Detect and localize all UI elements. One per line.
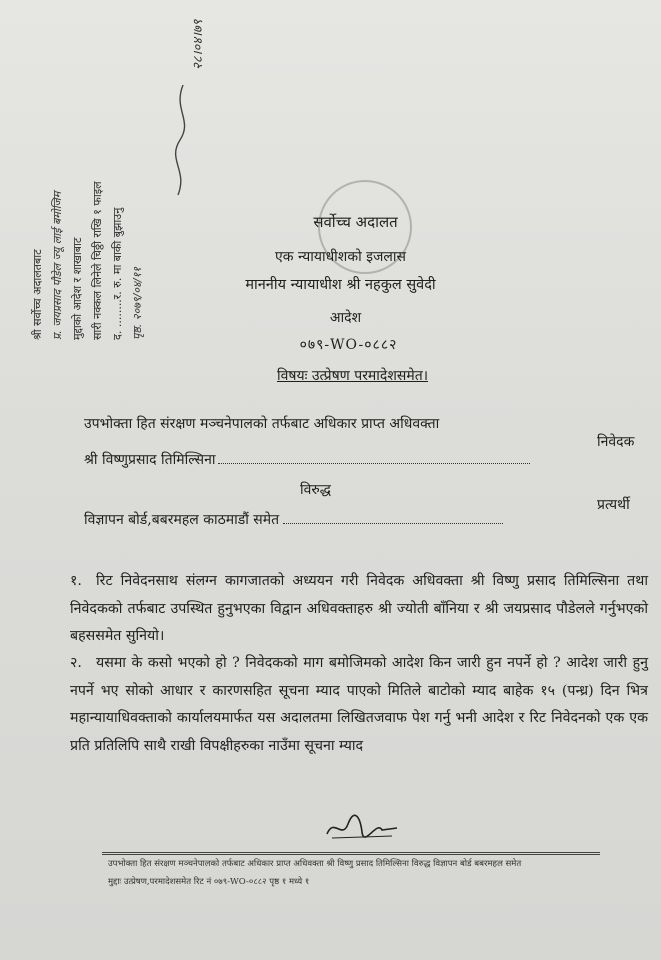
respondent-line (84, 510, 503, 529)
stamp-date: २८।०४।७९ (191, 19, 206, 70)
bench-title: एक न्यायाधीशको इजलास (275, 249, 406, 265)
petitioner-role: निवेदक (597, 434, 635, 450)
petitioner-line-1: उपभोक्ता हित संरक्षण मञ्चनेपालको तर्फबाट अधिकार प्राप्त अधिवक्ता (84, 416, 440, 432)
versus-label: विरुद्ध (300, 482, 331, 498)
dotted-leader (283, 523, 503, 524)
paragraph-text: रिट निवेदनसाथ संलग्न कागजातको अध्ययन गरी निवेदक अधिवक्ता श्री विष्णु प्रसाद तिमिल्सिना तथा निवेदकको तर्फबाट उपस्थित हुनुभएका विद्वान अधिवक्ताहरु श्री ज्योती बाँनिया र श्री जयप्रसाद पौडेलले गर्नुभएको बहससमेत सुनियो। (70, 573, 648, 644)
paragraph-number: २. (70, 655, 82, 671)
footer-line-1: उपभोक्ता हित संरक्षण मञ्चनेपालको तर्फबाट अधिकार प्राप्त अधिवक्ता श्री विष्णु प्रसाद तिमिल्सिना विरुद्ध विज्ञापन बोर्ड बबरमहल समेत (108, 859, 522, 869)
court-name: सर्वोच्च अदालत (313, 213, 398, 231)
dotted-leader (218, 463, 530, 464)
paragraph-2 (70, 650, 648, 760)
stamp-signature-icon (168, 80, 198, 200)
stamp-line-4: द. ........र. रु. मा बाकी बुझाउनु (111, 207, 124, 340)
footer-line-2: मुद्दाः उत्प्रेषण,परमादेशसमेत रिट नं ०७९-WO-०८८२ पृष्ठ १ मध्ये १ (108, 877, 310, 887)
order-title: आदेश (329, 310, 362, 326)
paragraph-text: यसमा के कसो भएको हो ? निवेदकको माग बमोजिमको आदेश किन जारी हुन नपर्ने हो ? आदेश जारी हुनु नपर्ने भए सोको आधार र कारणसहित सूचना म्याद पाएको मितिले बाटोको म्याद बाहेक १५ (पन्ध्र) दिन भित्र महान्यायाधिवक्ताको कार्यालयमार्फत यस अदालतमा लिखितजवाफ पेश गर्नु भनी आदेश र रिट निवेदनको एक एक प्रति प्रतिलिपि साथै राखी विपक्षीहरुका नाउँमा सूचना म्याद (70, 655, 648, 754)
paragraph-1 (70, 568, 648, 651)
judge-name: माननीय न्यायाधीश श्री नहकुल सुवेदी (245, 277, 436, 293)
respondent-role: प्रत्यर्थी (597, 497, 630, 513)
paragraph-number: १. (70, 573, 82, 589)
petitioner-name: श्री विष्णुप्रसाद तिमिल्सिना (84, 452, 216, 468)
petitioner-line-2 (84, 450, 530, 469)
respondent-name: विज्ञापन बोर्ड,बबरमहल काठमाडौं समेत (84, 512, 280, 528)
stamp-line-3: सारी नक्कल लिनेले चिठ्ठी राखि १ फाइल (91, 181, 104, 340)
subject-line: विषयः उत्प्रेषण परमादेशसमेत। (276, 368, 428, 384)
stamp-line-5: पृष्ठ. २०७९/०४/११ (131, 267, 144, 340)
stamp-line-2: मुद्दाको आदेश र शाखाबाट (71, 237, 84, 340)
judge-signature-icon (322, 812, 402, 842)
case-number: ०७९-WO-०८८२ (299, 337, 398, 353)
filing-stamp (28, 0, 308, 340)
stamp-title: श्री सर्वोच्च अदालतबाट (31, 249, 44, 340)
footer-rule (102, 852, 600, 855)
stamp-line-1: प्र. जयप्रसाद पौडेल ज्यू लाई बमोजिम (51, 191, 64, 340)
